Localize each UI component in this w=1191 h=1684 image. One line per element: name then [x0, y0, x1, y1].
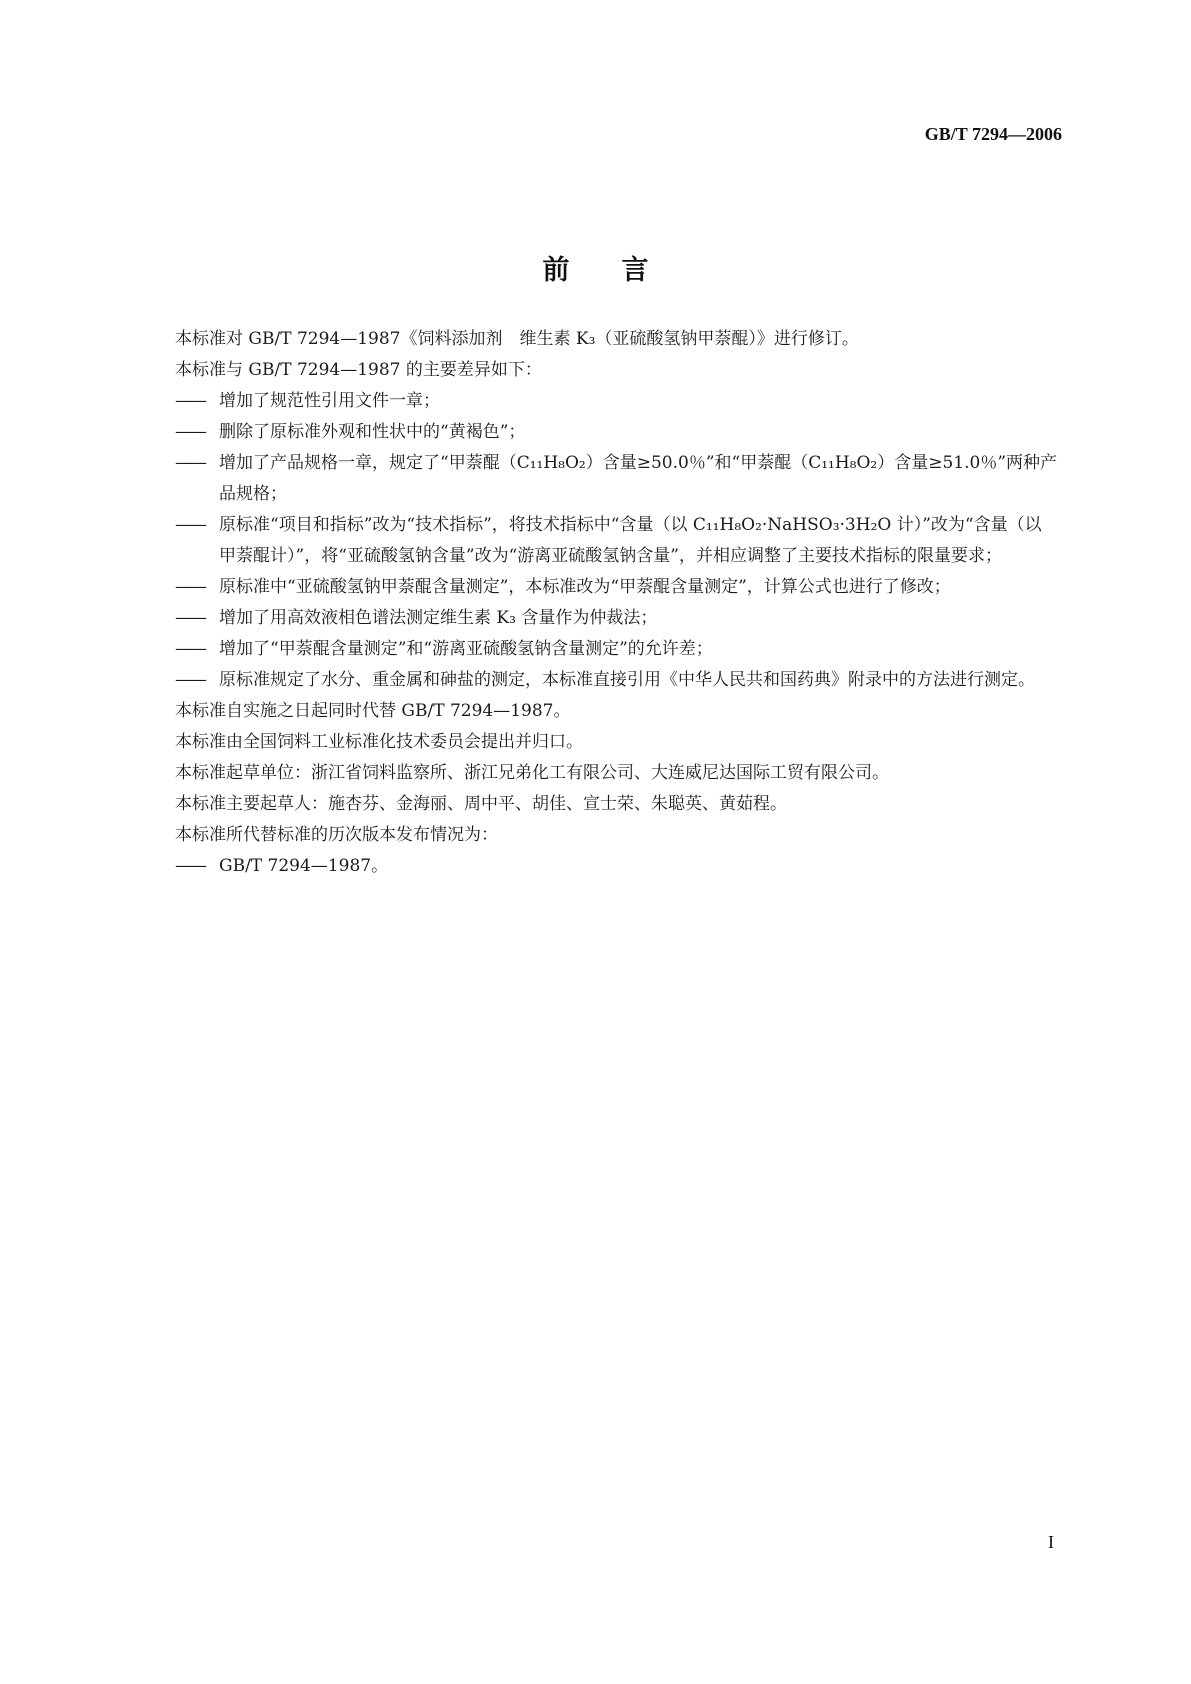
closing-paragraph: 本标准起草单位：浙江省饲料监察所、浙江兄弟化工有限公司、大连威尼达国际工贸有限公司。 — [175, 763, 889, 783]
dash-marker: —— — [175, 577, 205, 597]
closing-paragraph: 本标准主要起草人：施杏芬、金海丽、周中平、胡佳、宣士荣、朱聪英、黄茹程。 — [175, 794, 787, 814]
page-number: I — [1048, 1532, 1054, 1552]
list-item-text: 增加了用高效液相色谱法测定维生素 K₃ 含量作为仲裁法； — [219, 608, 658, 628]
dash-marker: —— — [175, 670, 205, 690]
dash-marker: —— — [175, 608, 205, 628]
list-item — [175, 386, 1057, 417]
list-item-text: 增加了“甲萘醌含量测定”和“游离亚硫酸氢钠含量测定”的允许差； — [219, 639, 713, 659]
list-item — [175, 510, 1057, 572]
intro-paragraph: 本标准与 GB/T 7294—1987 的主要差异如下： — [175, 360, 542, 380]
list-item-text: 原标准“项目和指标”改为“技术指标”，将技术指标中“含量（以 C₁₁H₈O₂·NaHSO₃·3H₂O 计）”改为“含量（以甲萘醌计）”，将“亚硫酸氢钠含量”改为“游离亚硫酸氢钠含量”，并相应调整了主要技术指标的限量要求； — [219, 515, 1042, 566]
history-item — [175, 851, 1057, 882]
dash-marker: —— — [175, 453, 205, 473]
dash-marker: —— — [175, 422, 205, 442]
list-item-text: 原标准中“亚硫酸氢钠甲萘醌含量测定”，本标准改为“甲萘醌含量测定”，计算公式也进行了修改； — [219, 577, 951, 597]
list-item-text: 增加了产品规格一章，规定了“甲萘醌（C₁₁H₈O₂）含量≥50.0％”和“甲萘醌（C₁₁H₈O₂）含量≥51.0％”两种产品规格； — [219, 453, 1058, 504]
list-item — [175, 572, 1057, 603]
list-item — [175, 448, 1057, 510]
history-item-text: GB/T 7294—1987。 — [219, 856, 389, 876]
list-item-text: 删除了原标准外观和性状中的“黄褐色”； — [219, 422, 526, 442]
list-item-text: 增加了规范性引用文件一章； — [219, 391, 440, 411]
standard-number: GB/T 7294—2006 — [924, 124, 1062, 144]
dash-marker: —— — [175, 639, 205, 659]
dash-marker: —— — [175, 515, 205, 535]
list-item — [175, 603, 1057, 634]
list-item-text: 原标准规定了水分、重金属和砷盐的测定，本标准直接引用《中华人民共和国药典》附录中的方法进行测定。 — [219, 670, 1035, 690]
list-item — [175, 665, 1057, 696]
closing-paragraph: 本标准所代替标准的历次版本发布情况为： — [175, 825, 498, 845]
dash-marker: —— — [175, 856, 205, 876]
list-item — [175, 417, 1057, 448]
closing-paragraph: 本标准由全国饲料工业标准化技术委员会提出并归口。 — [175, 732, 583, 752]
changes-list — [175, 386, 1057, 696]
document-body — [175, 324, 1057, 882]
list-item — [175, 634, 1057, 665]
closing-paragraph: 本标准自实施之日起同时代替 GB/T 7294—1987。 — [175, 701, 571, 721]
dash-marker: —— — [175, 391, 205, 411]
intro-paragraph: 本标准对 GB/T 7294—1987《饲料添加剂 维生素 K₃（亚硫酸氢钠甲萘醌）》进行修订。 — [175, 329, 859, 349]
page-title: 前言 — [542, 255, 701, 287]
